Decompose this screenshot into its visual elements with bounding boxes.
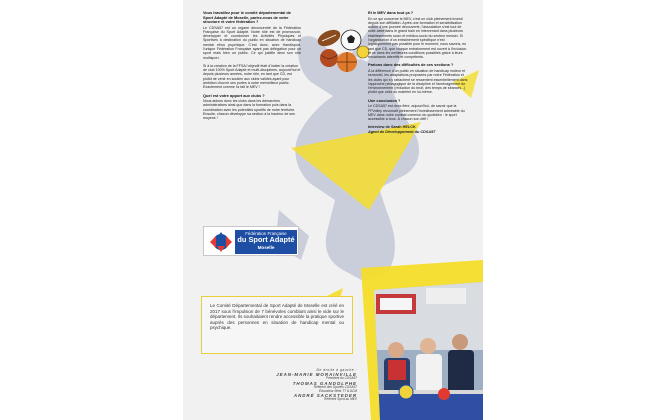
person-role-2b: Éducateur Metz TT & ACM — [319, 388, 357, 393]
answer-clubs: Nous aidons donc les clubs dans les démarches administratives ainsi que dans la formation puis dans la coordination avec les potentiels sportifs de notre territoire. Ensuite, chacun développe sa section à la hauteur de ses moyens ! — [203, 99, 296, 121]
question-mev: Et le MEV dans tout ça ? — [368, 10, 414, 15]
interview-author: Interview de Sarah HELCK — [368, 125, 416, 130]
photo-caption — [257, 368, 357, 402]
person-role-1: Président du CDSA57 — [325, 376, 357, 381]
intro-box — [201, 296, 353, 354]
person-name-3: ANDRÉ SACKSTEDER — [293, 393, 357, 399]
logo-line-sport-adapte: du Sport Adapté — [237, 235, 295, 244]
person-name-2: THOMAS GANDOLPHE — [292, 380, 357, 386]
logo-line-federation: Fédération Française — [245, 231, 287, 236]
intro-text: Le Comité Départemental de Sport Adapté de Moselle est créé en 2017 sous l'impulsion de 7 bénévoles comblant ainsi le vide sur le département. Ils souhaitaient rendre accessible la pratique sportive auprès des personnes en situation de handicap mental ou psychique. — [210, 303, 344, 330]
question-structure: Vous travaillez pour le comité départemental de Sport Adapté de Moselle, parlez-nous de votre structure et votre fédération ? — [203, 10, 291, 24]
person-role-2a: Référent des Sportifs CDSA57 — [313, 385, 357, 389]
answer-mev: En ce qui concerne le MEV, c'est un club pleinement investi depuis son affiliation. Après une formation et sensibilisation autour d'une journée découverte, l'association s'est tout de suite axée dans le grand bain en intervenant dans plusieurs établissements socio et médico-socio du secteur messin. Si l'organisation d'un entraînement spécifique n'est logistiquement pas possible pour le moment, nous savons, en tant que CD, que chaque entraînement est ouvert à l'inclusion et ce dans les meilleures conditions possibles grâce à leurs encadrants attentifs et compétents. — [368, 16, 467, 60]
group-photo — [366, 280, 483, 420]
left-column — [203, 11, 301, 125]
document-page — [183, 0, 483, 420]
answer-conclusion: Le CDSA57 est donc fière, aujourd'hui, de savoir que la FFVolley reconnaît pleinement l'investissement admirable du MEV dans notre combat commun du quotidien : le sport accessible à tous. À chacun son défi ! — [368, 104, 465, 122]
caption-order: De droite à gauche : — [316, 368, 357, 372]
answer-structure: Le CDSA57 est un organe déconcentré de la Fédération Française du Sport Adapté. Notre rôle est de promouvoir, développer et coordonner les Activités Physiques et Sportives à destination du public en situation de handicap mental et/ou psychique. C'est donc, avec Handisport, l'unique Fédération Française ayant pas délégation pour un sport mais bien un public. Ce qui justifie ainsi son rôle multisport. — [203, 25, 301, 60]
question-difficulties: Parlons donc des difficultés de ces sections ? — [368, 62, 454, 68]
logo-band — [235, 230, 297, 254]
person-role-3: Référent Sport au MEV — [324, 397, 357, 402]
answer-difficulties: À la différence d'un public en situation de handicap moteur et sensoriel, les adaptations proposées par notre Fédération et les clubs qui s'y rattachent se ressentent essentiellement dans l'approche pédagogique de la discipline et l'aménagement de l'environnement (réduction du bruit, des temps de séances...) plutôt que celui du matériel en lui-même. — [368, 68, 468, 95]
logo-line-moselle: Moselle — [257, 245, 275, 250]
interview-author-role: Agent de Développement du CDSA57 — [368, 129, 436, 134]
ffsa-moselle-logo — [203, 226, 299, 256]
question-conclusion: Une conclusion ? — [368, 97, 401, 103]
question-clubs: Quel est votre apport aux clubs ? — [203, 92, 265, 98]
answer-ffsa-objective: Si à la création de la FFSA l'objectif était d'inciter la création de club 100% Sport Adapté et multi-disciplines, aujourd'hui et depuis plusieurs années, notre rôle, en tant que CD, est plutôt de venir en soutien aux clubs valides ayant pour ambition d'ouvrir ses portes à notre merveilleux public. Exactement comme l'a fait le MEV ! — [203, 63, 301, 90]
sports-balls-icon — [315, 22, 375, 78]
person-name-1: JEAN-MARIE MORAINVILLE — [276, 372, 357, 377]
ffsa-emblem-icon — [206, 230, 236, 254]
right-column — [368, 11, 468, 134]
